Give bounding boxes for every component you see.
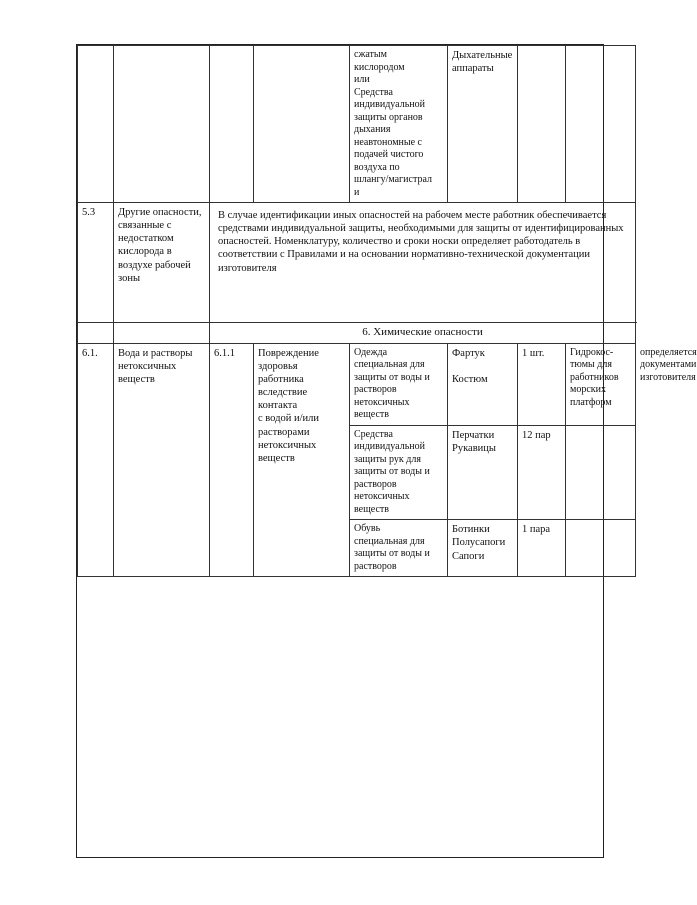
section-title: 6. Химические опасности — [210, 323, 636, 344]
ppe-type: Одежда специальная для защиты от воды и растворов нетоксичных веществ — [350, 343, 448, 425]
ppe-type: Средства индивидуальной защиты рук для защиты от воды и растворов нетоксичных веществ — [350, 425, 448, 520]
hazard-text: Повреждение здоровья работника вследствие контакта с водой и/или растворами нетоксичных веществ — [254, 343, 350, 577]
table-row-top — [78, 46, 636, 203]
hazard-group: Вода и растворы нетоксичных веществ — [114, 343, 210, 577]
ppe-names: Перчатки Рукавицы — [448, 425, 518, 520]
row-number: 6.1. — [78, 343, 114, 577]
cell-respirators-type: сжатым кислородом или Средства индивидуальной защиты органов дыхания неавтономные с подачей чистого воздуха по шлангу/магистрал и — [350, 46, 448, 203]
sub-number: 6.1.1 — [210, 343, 254, 577]
ppe-job — [566, 520, 636, 577]
document-table-sheet — [76, 44, 697, 858]
table-row-6-1-1: 6.1. Вода и растворы нетоксичных веществ 6.1.1 Повреждение здоровья работника вследствие контакта с водой и/или растворами нетоксичных веществ Одежда специальная для защиты от воды и растворов нетоксичных веществ Фартук Костюм 1 шт. Гидрокос- тюмы для работников морских платформ определяется документами изготовителя — [78, 343, 636, 425]
hazard-text: Другие опасности, связанные с недостатком кислорода в воздухе рабочей зоны — [114, 203, 210, 323]
cell-respirators-equipment: Дыхательные аппараты — [448, 46, 518, 203]
note-other-hazards: В случае идентификации иных опасностей на рабочем месте работник обеспечивается средствами индивидуальной защиты, необходимыми для защиты от идентифицированных опасностей. Номенклатуру, количество и сроки носки определяет работодатель в соответствии с Правилами и на основании нормативно-технической документации изготовителя — [210, 203, 636, 323]
section-row-chemical — [78, 323, 636, 344]
ppe-names: Ботинки Полусапоги Сапоги — [448, 520, 518, 577]
ppe-table — [77, 45, 697, 577]
table-row-5-3 — [78, 203, 636, 323]
row-number: 5.3 — [78, 203, 114, 323]
ppe-qty: 12 пар — [518, 425, 566, 520]
ppe-names: Фартук Костюм — [448, 343, 518, 425]
ppe-qty: 1 шт. — [518, 343, 566, 425]
ppe-qty: 1 пара — [518, 520, 566, 577]
ppe-job: Гидрокос- тюмы для работников морских платформ — [566, 343, 636, 425]
ppe-job — [566, 425, 636, 520]
ppe-type: Обувь специальная для защиты от воды и растворов — [350, 520, 448, 577]
